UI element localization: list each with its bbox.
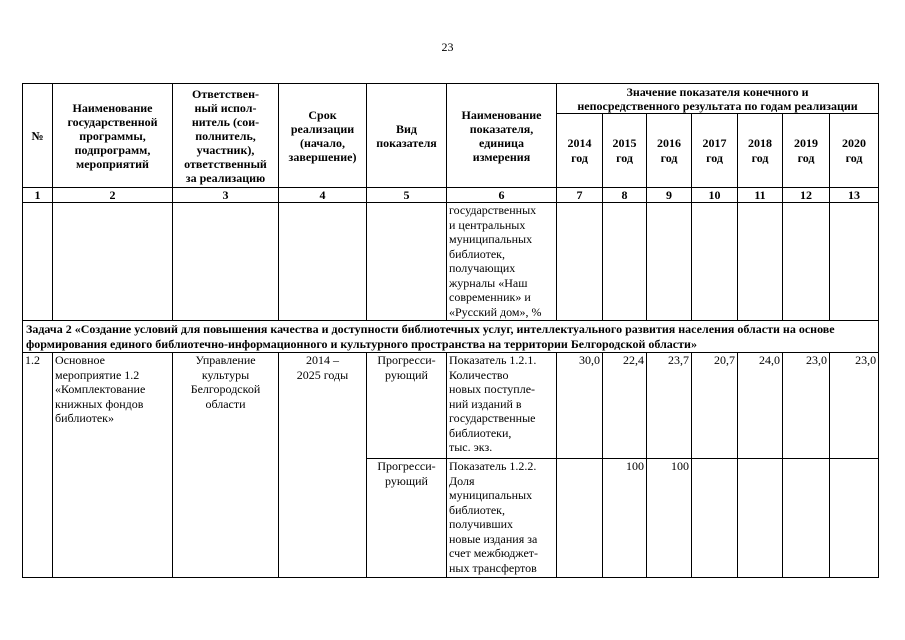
task-2-heading: Задача 2 «Создание условий для повышения качества и доступности библиотечных услуг, интеллектуального развития населения области на основе формирования единого библиотечно-информационного и культурного пространства на территории Белгородской области» — [23, 321, 879, 353]
program-indicators-table — [22, 83, 879, 578]
column-number: 8 — [603, 188, 647, 203]
measure-responsible: Управление культуры Белгородской области — [173, 353, 279, 578]
header-year-2017: 2017 год — [692, 114, 738, 188]
column-number: 13 — [830, 188, 879, 203]
column-number: 12 — [783, 188, 830, 203]
column-number: 7 — [557, 188, 603, 203]
column-number: 9 — [647, 188, 692, 203]
header-indicator-name: Наименование показателя, единица измерения — [447, 84, 557, 188]
value-2019: 23,0 — [783, 353, 830, 459]
value-2015: 22,4 — [603, 353, 647, 459]
table-row — [23, 353, 879, 459]
column-number: 4 — [279, 188, 367, 203]
column-number: 3 — [173, 188, 279, 203]
value-2020: 23,0 — [830, 353, 879, 459]
column-number: 2 — [53, 188, 173, 203]
header-year-2018: 2018 год — [738, 114, 783, 188]
value-2016: 23,7 — [647, 353, 692, 459]
header-values-group: Значение показателя конечного и непосредственного результата по годам реализации — [557, 84, 879, 114]
value-2019 — [783, 459, 830, 578]
value-2018 — [738, 459, 783, 578]
indicator-name-cell: Показатель 1.2.1. Количество новых поступле- ний изданий в государственные библиотеки, тыс. экз. — [447, 353, 557, 459]
value-2014 — [557, 459, 603, 578]
indicator-type: Прогресси- рующий — [367, 353, 447, 459]
value-2016: 100 — [647, 459, 692, 578]
header-number: № — [23, 84, 53, 188]
column-number: 5 — [367, 188, 447, 203]
value-2014: 30,0 — [557, 353, 603, 459]
header-year-2020: 2020 год — [830, 114, 879, 188]
task-row — [23, 321, 879, 353]
header-year-2014: 2014 год — [557, 114, 603, 188]
header-year-2016: 2016 год — [647, 114, 692, 188]
header-program-name: Наименование государственной программы, подпрограмм, мероприятий — [53, 84, 173, 188]
table-row — [23, 203, 879, 321]
page-number: 23 — [441, 40, 454, 54]
header-responsible: Ответствен- ный испол- нитель (сои- полнитель, участник), ответственный за реализацию — [173, 84, 279, 188]
header-period: Срок реализации (начало, завершение) — [279, 84, 367, 188]
value-2017 — [692, 459, 738, 578]
column-number: 10 — [692, 188, 738, 203]
measure-period: 2014 – 2025 годы — [279, 353, 367, 578]
value-2017: 20,7 — [692, 353, 738, 459]
column-numbers-row — [23, 188, 879, 203]
column-number: 1 — [23, 188, 53, 203]
header-year-2015: 2015 год — [603, 114, 647, 188]
column-number: 6 — [447, 188, 557, 203]
indicator-name-cell: государственных и центральных муниципальных библиотек, получающих журналы «Наш современник» и «Русский дом», % — [447, 203, 557, 321]
indicator-name-cell: Показатель 1.2.2. Доля муниципальных библиотек, получивших новые издания за счет межбюджет- ных трансфертов — [447, 459, 557, 578]
measure-number: 1.2 — [23, 353, 53, 578]
header-year-2019: 2019 год — [783, 114, 830, 188]
value-2015: 100 — [603, 459, 647, 578]
column-number: 11 — [738, 188, 783, 203]
header-indicator-type: Вид показателя — [367, 84, 447, 188]
value-2018: 24,0 — [738, 353, 783, 459]
indicator-type: Прогресси- рующий — [367, 459, 447, 578]
measure-name: Основное мероприятие 1.2 «Комплектование книжных фондов библиотек» — [53, 353, 173, 578]
value-2020 — [830, 459, 879, 578]
